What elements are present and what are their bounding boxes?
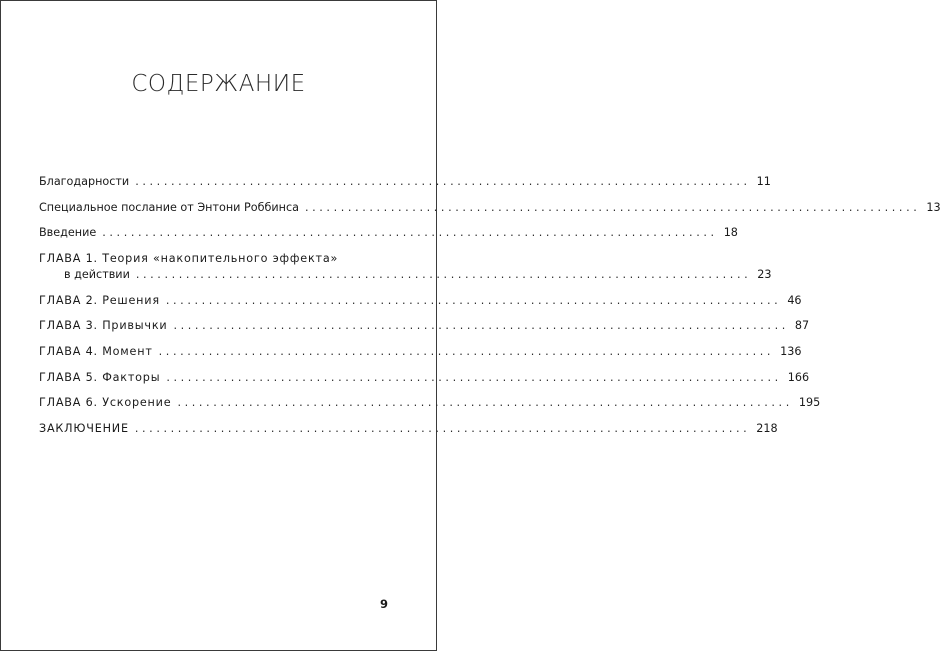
toc-entry-label: ГЛАВА 2. Решения xyxy=(39,293,160,307)
toc-entry-page: 136 xyxy=(780,344,802,358)
toc-entry-page: 13 xyxy=(926,200,941,214)
toc-entry-label: Введение xyxy=(39,226,97,240)
table-of-contents xyxy=(39,171,941,443)
toc-entry-page: 218 xyxy=(756,421,778,435)
toc-entry-label: ГЛАВА 3. Привычки xyxy=(39,319,168,333)
toc-entry-chapter-6[interactable] xyxy=(39,392,821,418)
toc-entry-acknowledgements[interactable] xyxy=(39,171,771,197)
dot-leader: ...................................................................................... xyxy=(304,200,921,214)
toc-entry-page: 166 xyxy=(787,370,810,384)
dot-leader: ...................................................................................... xyxy=(173,319,789,333)
dot-leader: ...................................................................................... xyxy=(135,267,752,281)
toc-entry-label: ЗАКЛЮЧЕНИЕ xyxy=(39,421,129,435)
toc-entry-chapter-5[interactable] xyxy=(39,367,810,393)
dot-leader: ...................................................................................... xyxy=(177,396,793,410)
toc-entry-chapter-1[interactable] xyxy=(39,248,772,290)
dot-leader: ...................................................................................... xyxy=(165,293,782,307)
toc-entry-label-continued: в действии xyxy=(64,267,130,281)
dot-leader: ...................................................................................... xyxy=(102,226,718,240)
page-number: 9 xyxy=(379,597,388,611)
toc-entry-label: Специальное послание от Энтони Роббинса xyxy=(39,200,299,214)
toc-entry-page: 195 xyxy=(798,396,821,410)
dot-leader: ...................................................................................... xyxy=(158,344,775,358)
toc-entry-label: ГЛАВА 5. Факторы xyxy=(39,370,161,384)
toc-entry-page: 18 xyxy=(723,226,738,240)
toc-entry-chapter-3[interactable] xyxy=(39,315,810,341)
toc-entry-chapter-4[interactable] xyxy=(39,341,802,367)
toc-entry-page: 23 xyxy=(757,267,772,281)
toc-entry-label: Благодарности xyxy=(39,175,130,188)
dot-leader: ...................................................................................... xyxy=(134,421,751,435)
toc-entry-label: ГЛАВА 6. Ускорение xyxy=(39,396,172,410)
toc-entry-page: 46 xyxy=(787,293,802,307)
toc-entry-special-message[interactable] xyxy=(39,197,941,223)
toc-entry-label: ГЛАВА 1. Теория «накопительного эффекта» xyxy=(39,251,339,265)
toc-entry-conclusion[interactable] xyxy=(39,418,778,444)
toc-entry-chapter-2[interactable] xyxy=(39,290,802,316)
toc-entry-introduction[interactable] xyxy=(39,222,738,248)
dot-leader: ...................................................................................... xyxy=(166,370,782,384)
toc-entry-page: 11 xyxy=(756,175,771,188)
dot-leader: ...................................................................................... xyxy=(135,175,751,188)
page-title: СОДЕРЖАНИЕ xyxy=(131,71,306,97)
toc-entry-page: 87 xyxy=(794,319,810,333)
toc-entry-label: ГЛАВА 4. Момент xyxy=(39,344,153,358)
